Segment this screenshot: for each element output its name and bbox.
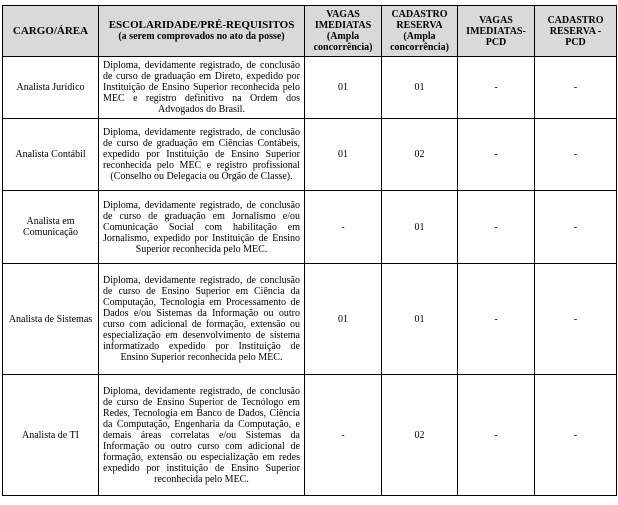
cell-cadastro: 01 <box>382 264 458 375</box>
vacancies-table <box>2 5 617 496</box>
header-cadastro-reserva <box>382 6 458 57</box>
cell-requisitos: Diploma, devidamente registrado, de conclusão de curso de graduação em Ciências Contábeis, expedido por Instituição de Ensino Superior reconhecida pelo MEC e registro profissional (Conselho ou Delegacia ou Órgão de Classe). <box>99 119 305 191</box>
cell-cargo: Analista em Comunicação <box>3 191 99 264</box>
header-cadastro-reserva-label: CADASTRO RESERVA <box>391 9 448 31</box>
cell-requisitos: Diploma, devidamente registrado, de conclusão de curso de Ensino Superior de Tecnólogo em Redes, Tecnologia em Banco de Dados, Ciência da Computação, Engenharia da Computação, e demais áreas correlatas e/ou Sistemas da Informação ou outro curso com adicional de formação, extensão ou especialização em redes expedido por instituição de Ensino Superior reconhecida pelo MEC. <box>99 375 305 496</box>
cell-vagas: 01 <box>305 119 382 191</box>
header-cadastro-pcd <box>535 6 617 57</box>
cell-cadastro-pcd: - <box>535 119 617 191</box>
header-vagas-imediatas <box>305 6 382 57</box>
cell-requisitos: Diploma, devidamente registrado, de conclusão de curso de Ensino Superior em Ciência da Computação, Tecnologia em Processamento de Dados e/ou Sistemas da Informação ou outro curso com adicional de formação, extensão ou especialização em desenvolvimento de sistema informatizado expedido por Instituição de Ensino Superior reconhecida pelo MEC. <box>99 264 305 375</box>
cell-vagas: 01 <box>305 264 382 375</box>
cell-cadastro-pcd: - <box>535 57 617 119</box>
cell-cargo: Analista de TI <box>3 375 99 496</box>
table-row <box>3 191 617 264</box>
cell-cadastro-pcd: - <box>535 191 617 264</box>
header-vagas-pcd <box>458 6 535 57</box>
cell-cadastro: 01 <box>382 57 458 119</box>
cell-requisitos: Diploma, devidamente registrado, de conclusão de curso de graduação em Jornalismo e/ou Comunicação Social com habilitação em Jornalismo, expedido por Instituição de Ensino Superior reconhecida pelo MEC. <box>99 191 305 264</box>
cell-cadastro: 02 <box>382 375 458 496</box>
cell-cargo: Analista Contábil <box>3 119 99 191</box>
cell-vagas: - <box>305 375 382 496</box>
cell-requisitos: Diploma, devidamente registrado, de conclusão de curso de graduação em Direto, expedido por Instituição de Ensino Superior reconhecida pelo MEC e registro definitivo na Ordem dos Advogados do Brasil. <box>99 57 305 119</box>
header-escolaridade-sub: (a serem comprovados no ato da posse) <box>118 31 285 42</box>
table-row <box>3 375 617 496</box>
header-escolaridade-label: ESCOLARIDADE/PRÉ-REQUISITOS <box>108 19 295 31</box>
cell-cadastro: 01 <box>382 191 458 264</box>
table-row <box>3 264 617 375</box>
cell-vagas-pcd: - <box>458 119 535 191</box>
cell-vagas-pcd: - <box>458 264 535 375</box>
header-vagas-imediatas-label: VAGAS IMEDIATAS <box>314 9 372 31</box>
cell-vagas-pcd: - <box>458 57 535 119</box>
header-cadastro-pcd-label: CADASTRO RESERVA - PCD <box>547 14 604 48</box>
header-cadastro-reserva-sub: (Ampla concorrência) <box>390 31 449 53</box>
header-cargo-label: CARGO/ÁREA <box>12 24 89 37</box>
cell-cargo: Analista Jurídico <box>3 57 99 119</box>
cell-cadastro: 02 <box>382 119 458 191</box>
cell-vagas-pcd: - <box>458 191 535 264</box>
header-escolaridade <box>99 6 305 57</box>
cell-vagas: - <box>305 191 382 264</box>
cell-cargo: Analista de Sistemas <box>3 264 99 375</box>
cell-cadastro-pcd: - <box>535 264 617 375</box>
cell-vagas-pcd: - <box>458 375 535 496</box>
header-cargo <box>3 6 99 57</box>
header-vagas-imediatas-sub: (Ampla concorrência) <box>313 31 373 53</box>
cell-cadastro-pcd: - <box>535 375 617 496</box>
header-vagas-pcd-label: VAGAS IMEDIATAS-PCD <box>466 14 526 48</box>
cell-vagas: 01 <box>305 57 382 119</box>
header-row <box>3 6 617 57</box>
table-row <box>3 119 617 191</box>
table-row <box>3 57 617 119</box>
